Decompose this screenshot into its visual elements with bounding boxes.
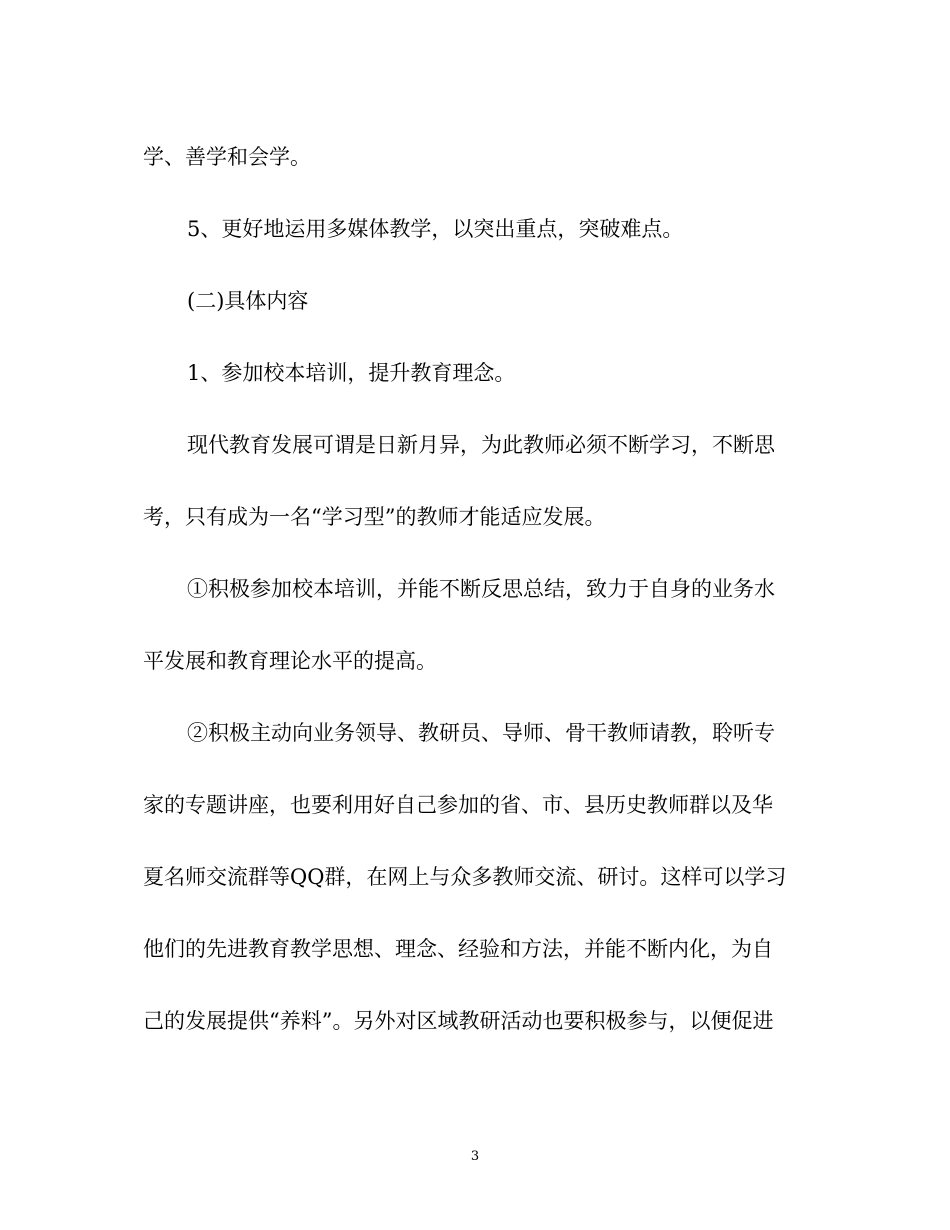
text-line: 5、更好地运用多媒体教学，以突出重点，突破难点。 (187, 217, 684, 241)
text-line: 夏名师交流群等QQ群，在网上与众多教师交流、研讨。这样可以学习 (143, 865, 787, 889)
text-line: ②积极主动向业务领导、教研员、导师、骨干教师请教，聆听专 (187, 721, 775, 745)
subsection-heading: 1、参加校本培训，提升教育理念。 (187, 361, 516, 385)
text-line: 平发展和教育理论水平的提高。 (143, 649, 437, 673)
text-line: 家的专题讲座，也要利用好自己参加的省、市、县历史教师群以及华 (143, 793, 773, 817)
text-line: ①积极参加校本培训，并能不断反思总结，致力于自身的业务水 (187, 577, 775, 601)
section-heading: (二)具体内容 (187, 289, 309, 313)
text-line: 学、善学和会学。 (143, 145, 311, 169)
text-line: 他们的先进教育教学思想、理念、经验和方法，并能不断内化，为自 (143, 937, 773, 961)
page-number: 3 (470, 1149, 480, 1164)
text-line: 现代教育发展可谓是日新月异，为此教师必须不断学习，不断思 (187, 433, 775, 457)
text-line: 考，只有成为一名“学习型”的教师才能适应发展。 (143, 505, 606, 529)
text-line: 己的发展提供“养料”。另外对区域教研活动也要积极参与，以便促进 (143, 1009, 774, 1033)
